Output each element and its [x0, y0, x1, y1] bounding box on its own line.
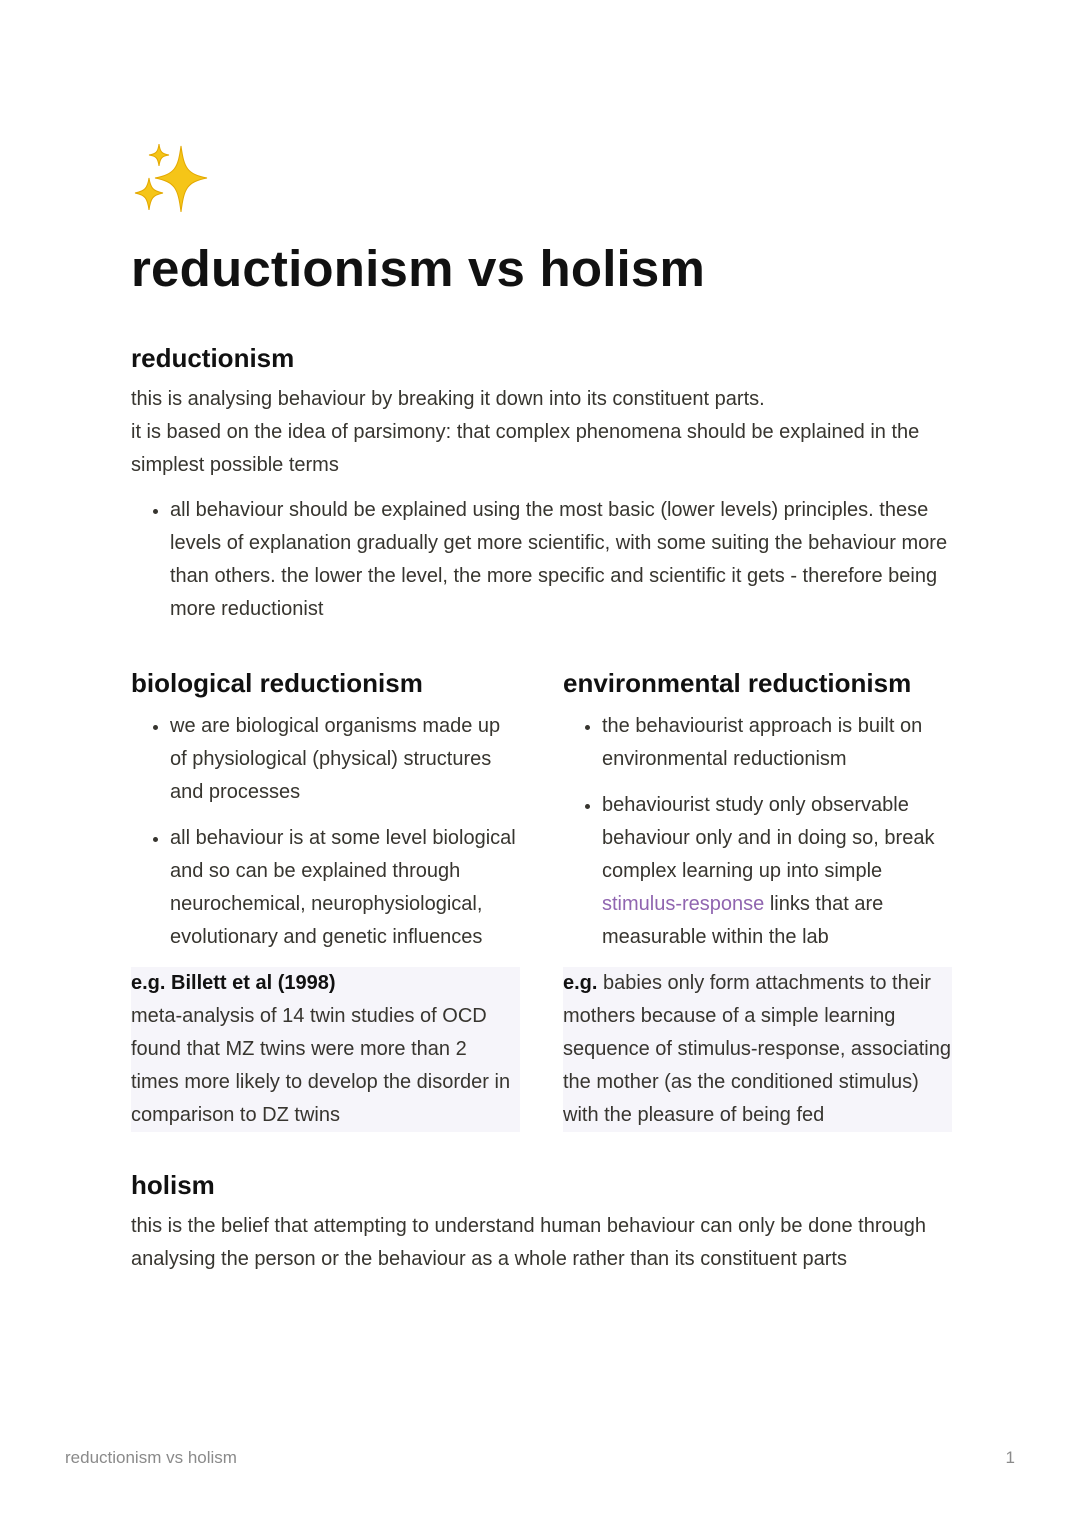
list-item: • all behaviour is at some level biological and so can be explained through neurochemical, neurophysiological, evolutionary and genetic influences: [170, 822, 520, 954]
holism-heading: holism: [131, 1170, 215, 1200]
environmental-heading: environmental reductionism: [563, 668, 912, 698]
page-content: [131, 140, 951, 1276]
page-number: 1: [1005, 1448, 1015, 1467]
footer-title: reductionism vs holism: [65, 1448, 237, 1467]
holism-section: [131, 1168, 951, 1276]
citation-link[interactable]: Billett et al (1998): [171, 972, 336, 994]
environmental-column: [563, 666, 952, 1132]
environmental-bullets: [563, 710, 952, 954]
list-item: • behaviourist study only observable behaviour only and in doing so, break complex learning up into simple stimulus-response links that are measurable within the lab: [602, 789, 952, 954]
stimulus-response-link[interactable]: stimulus-response: [602, 893, 765, 915]
page-title: reductionism vs holism: [131, 240, 706, 297]
example-text: babies only form attachments to their mothers because of a simple learning sequence of stimulus-response, associating the mother (as the conditioned stimulus) with the pleasure of being fed: [563, 972, 951, 1126]
holism-definition: this is the belief that attempting to understand human behaviour can only be done through analysing the person or the behaviour as a whole rather than its constituent parts: [131, 1215, 926, 1270]
reductionism-definition: this is analysing behaviour by breaking it down into its constituent parts. it is based on the idea of parsimony: that complex phenomena should be explained in the simplest possible terms: [131, 388, 920, 476]
two-column-section: [131, 666, 951, 1132]
biological-example-callout: [131, 967, 520, 1132]
biological-bullets: [131, 710, 520, 954]
example-text: meta-analysis of 14 twin studies of OCD found that MZ twins were more than 2 times more likely to develop the disorder in comparison to DZ twins: [131, 1005, 511, 1126]
list-item: • the behaviourist approach is built on environmental reductionism: [602, 710, 952, 776]
biological-column: [131, 666, 520, 1132]
biological-heading: biological reductionism: [131, 668, 423, 698]
list-item: • all behaviour should be explained using the most basic (lower levels) principles. these levels of explanation gradually get more scientific, with some suiting the behaviour more than others. the lower the level, the more specific and scientific it gets - therefore being more reductionist: [170, 494, 951, 626]
sparkles-icon: [131, 140, 211, 220]
list-item: • we are biological organisms made up of physiological (physical) structures and processes: [170, 710, 520, 809]
reductionism-heading: reductionism: [131, 343, 295, 373]
environmental-example-callout: [563, 967, 952, 1132]
reductionism-section: [131, 341, 951, 626]
example-label: e.g.: [131, 972, 166, 994]
example-label: e.g.: [563, 972, 598, 994]
reductionism-bullets: [131, 494, 951, 626]
